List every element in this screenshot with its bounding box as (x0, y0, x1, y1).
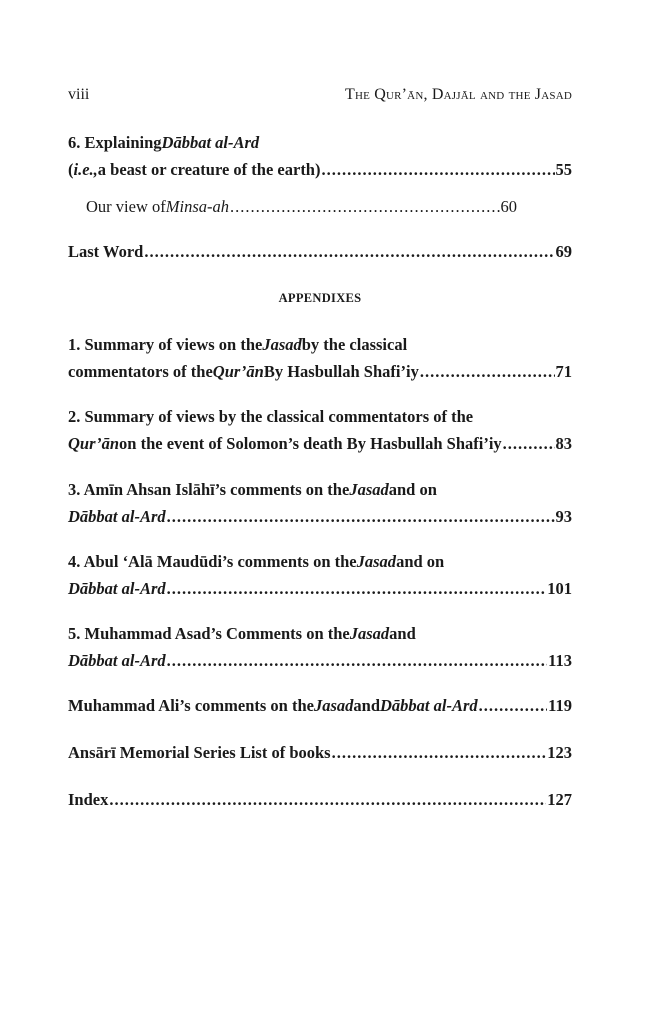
entry-text: commentators of the (68, 362, 213, 381)
entry-text-italic: Dābbat al-Ard (68, 651, 166, 670)
leader-dots (167, 503, 555, 530)
toc-entry-muhammad-ali[interactable] (68, 692, 572, 719)
leader-dots (167, 647, 548, 674)
entry-text-italic: Jasad (349, 624, 390, 643)
entry-text: 1. Summary of views on the (68, 335, 263, 354)
entry-text-italic: Jasad (356, 552, 397, 571)
entry-page-number: 69 (555, 242, 572, 261)
entry-text: Last Word (68, 242, 144, 261)
entry-text: and (389, 624, 416, 643)
toc-entry-minsa-ah[interactable] (86, 193, 517, 220)
entry-text-italic: Dābbat al-Ard (68, 507, 166, 526)
toc-entry-explaining-dabbat[interactable] (68, 129, 572, 183)
entry-text: and (353, 696, 381, 715)
entry-text-italic: Minsa-ah (165, 197, 229, 216)
entry-text: by the classical (301, 335, 408, 354)
toc-entry-appendix-3[interactable] (68, 476, 572, 530)
toc-entry-ansari-memorial-series[interactable] (68, 739, 572, 766)
toc-entry-appendix-5[interactable] (68, 620, 572, 674)
entry-page-number: 101 (547, 579, 572, 598)
entry-text: 5. Muhammad Asad’s Comments on the (68, 624, 350, 643)
leader-dots (230, 193, 500, 220)
leader-dots (109, 786, 546, 813)
entry-text: Ansārī Memorial Series List of books (68, 743, 331, 762)
entry-text: Index (68, 790, 109, 809)
leader-dots (479, 692, 548, 719)
entry-text: a beast or creature of the earth) (97, 160, 321, 179)
entry-text-italic: Dābbat al-Ard (380, 696, 478, 715)
leader-dots (144, 238, 554, 265)
entry-page-number: 83 (555, 434, 572, 453)
entry-page-number: 55 (555, 160, 572, 179)
toc-entry-appendix-4[interactable] (68, 548, 572, 602)
entry-text-italic: Jasad (349, 480, 389, 499)
entry-page-number: 60 (500, 197, 517, 216)
entry-page-number: 123 (547, 743, 572, 762)
entry-text: 3. Amīn Ahsan Islāhī’s comments on the (68, 480, 350, 499)
entry-text: on the event of Solomon’s death By Hasbullah Shafi’iy (119, 434, 502, 453)
entry-text: Muhammad Ali’s comments on the (68, 696, 314, 715)
leader-dots (503, 430, 555, 457)
entry-text: By Hasbullah Shafi’iy (263, 362, 419, 381)
toc-entry-index[interactable] (68, 786, 572, 813)
entry-page-number: 71 (555, 362, 572, 381)
entry-page-number: 127 (547, 790, 572, 809)
page-number: viii (68, 86, 90, 103)
entry-text-italic: i.e., (73, 160, 98, 179)
leader-dots (420, 358, 555, 385)
entry-page-number: 119 (548, 696, 572, 715)
entry-text: 6. Explaining (68, 133, 162, 152)
entry-text-italic: Qur’ān (68, 434, 120, 453)
toc-entry-last-word[interactable] (68, 238, 572, 265)
entry-text-italic: Dābbat al-Ard (161, 133, 260, 152)
entry-text: Our view of (86, 197, 166, 216)
entry-text-italic: Jasad (313, 696, 354, 715)
toc-entry-appendix-1[interactable] (68, 331, 572, 385)
entry-text-italic: Jasad (262, 335, 302, 354)
appendixes-heading: APPENDIXES (278, 291, 362, 305)
entry-page-number: 93 (555, 507, 572, 526)
entry-text: 2. Summary of views by the classical commentators of the (68, 407, 474, 426)
entry-page-number: 113 (548, 651, 572, 670)
toc-entry-appendix-2[interactable] (68, 403, 572, 457)
leader-dots (332, 739, 547, 766)
entry-text-italic: Dābbat al-Ard (68, 579, 166, 598)
page-header (68, 86, 572, 104)
leader-dots (321, 156, 554, 183)
running-title: The Qur’ān, Dajjāl and the Jasad (344, 86, 572, 103)
entry-text: ( (68, 160, 74, 179)
entry-text: and on (396, 552, 445, 571)
entry-text-italic: Qur’ān (212, 362, 264, 381)
entry-text: 4. Abul ‘Alā Maudūdi’s comments on the (68, 552, 357, 571)
entry-text: and on (388, 480, 437, 499)
leader-dots (167, 575, 547, 602)
